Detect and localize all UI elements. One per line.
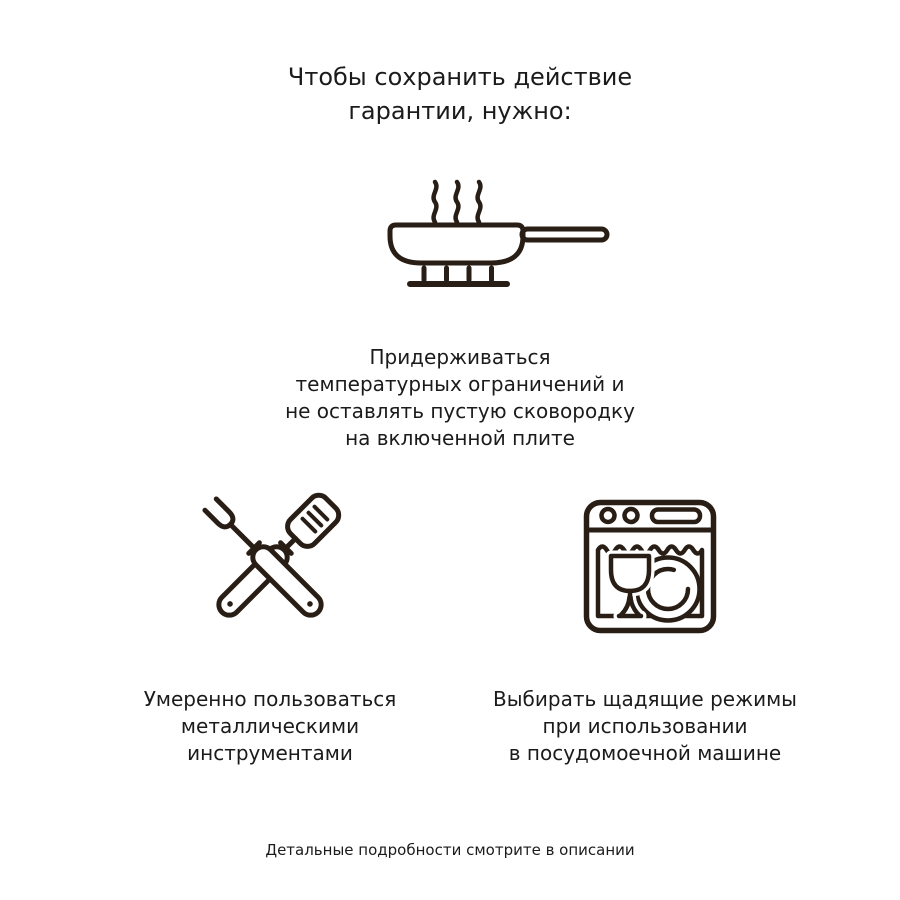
utensils-rule-caption (72, 686, 468, 767)
caption-line: не оставлять пустую сковородку (285, 399, 635, 423)
caption-line: на включенной плите (345, 426, 575, 450)
footer-note: Детальные подробности смотрите в описании (265, 841, 635, 859)
dishwasher-icon (583, 499, 717, 634)
crossed-fork-spatula-icon (195, 488, 345, 640)
page-title (150, 60, 770, 128)
caption-line: при использовании (542, 714, 748, 738)
page-title-line: Чтобы сохранить действие (287, 63, 633, 91)
caption-line: инструментами (187, 741, 353, 765)
caption-line: в посудомоечной машине (508, 741, 782, 765)
frying-pan-steam-icon (385, 176, 615, 288)
caption-line: металлическими (180, 714, 360, 738)
caption-line: Придерживаться (369, 345, 551, 369)
stove-rule-caption (160, 344, 760, 452)
caption-line: температурных ограничений и (295, 372, 625, 396)
caption-line: Выбирать щадящие режимы (493, 687, 797, 711)
page-title-line: гарантии, нужно: (348, 97, 572, 125)
dishwasher-rule-caption (447, 686, 843, 767)
caption-line: Умеренно пользоваться (143, 687, 397, 711)
